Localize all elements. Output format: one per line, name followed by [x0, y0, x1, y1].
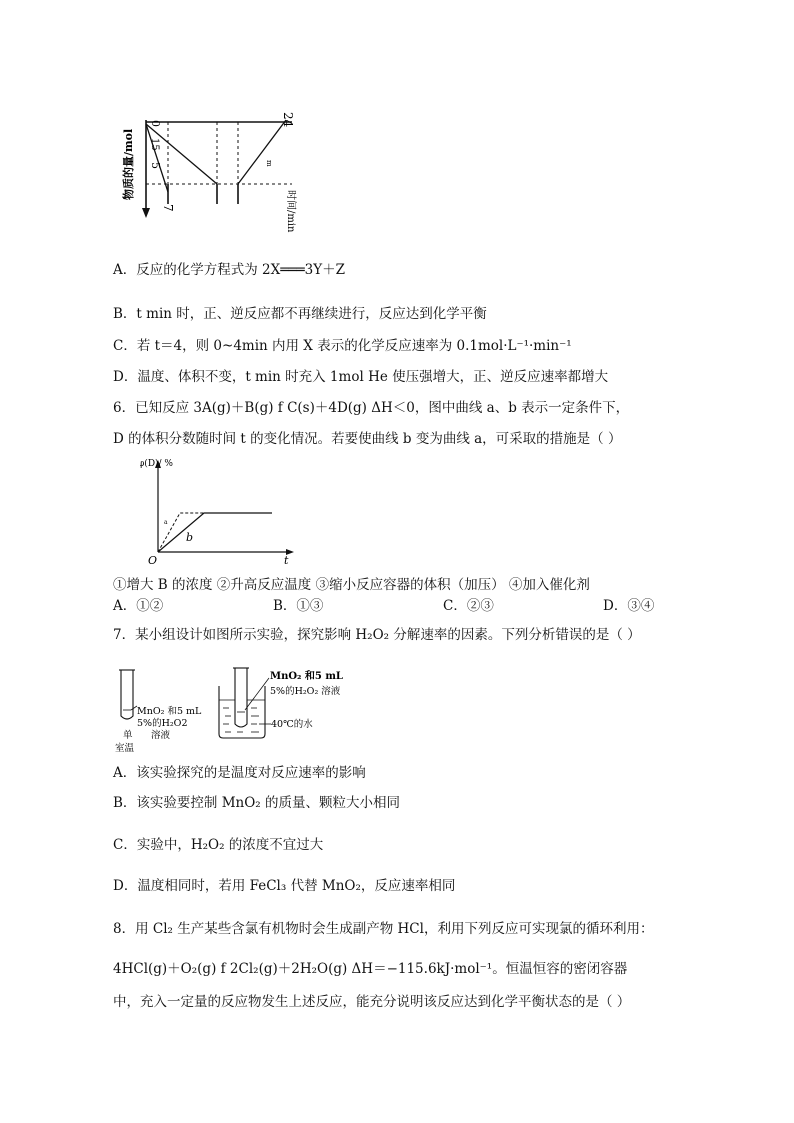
fig1-tick-0: 0 — [149, 120, 162, 127]
q7-water-label: 40℃的水 — [271, 719, 313, 730]
q6-option-b: B．①③ — [273, 598, 324, 614]
q6-graph — [140, 458, 300, 570]
q5-option-b: B．t min 时，正、逆反应都不再继续进行，反应达到化学平衡 — [113, 306, 487, 322]
fig1-tick-24: 24 — [281, 112, 295, 128]
q7-left-single: 单 — [123, 730, 133, 741]
fig1-x-axis-label: 时间/min — [285, 190, 296, 233]
q6-stem-line1: 6．已知反应 3A(g)＋B(g) f C(s)＋4D(g) ΔH＜0，图中曲线 a、b 表示一定条件下， — [113, 400, 630, 416]
q8-stem-line1: 8．用 Cl₂ 生产某些含氯有机物时会生成副产物 HCl，利用下列反应可实现氯的循环利用： — [113, 921, 654, 937]
q6-stem-line2: D 的体积分数随时间 t 的变化情况。若要使曲线 b 变为曲线 a，可采取的措施是（ ） — [113, 431, 622, 447]
q6-conditions: ①增大 B 的浓度 ②升高反应温度 ③缩小反应容器的体积（加压） ④加入催化剂 — [113, 577, 590, 593]
q6-graph-x-label: t — [284, 554, 289, 567]
mol-time-graph — [110, 100, 310, 240]
mol-time-figure — [110, 100, 310, 240]
q8-stem-line2: 4HCl(g)＋O₂(g) f 2Cl₂(g)＋2H₂O(g) ΔH＝−115.6kJ·mol⁻¹。恒温恒容的密闭容器 — [113, 961, 628, 977]
q6-option-c: C．②③ — [443, 598, 494, 614]
q5-option-d: D．温度、体积不变，t min 时充入 1mol He 使压强增大，正、逆反应速率都增大 — [113, 369, 609, 385]
q6-graph-origin: O — [148, 554, 158, 567]
q7-left-label-1: MnO₂ 和5 mL — [137, 706, 202, 717]
q7-option-c: C．实验中，H₂O₂ 的浓度不宜过大 — [113, 837, 324, 853]
q7-option-a: A．该实验探究的是温度对反应速率的影响 — [113, 765, 366, 781]
q7-option-b: B．该实验要控制 MnO₂ 的质量、颗粒大小相同 — [113, 795, 400, 811]
q7-left-label-3: 溶液 — [151, 730, 171, 741]
q6-option-d: D．③④ — [603, 598, 655, 614]
q7-left-label-2: 5%的H₂O2 — [137, 718, 188, 729]
q7-right-label-2: 5%的H₂O₂ 溶液 — [270, 686, 341, 697]
q7-right-label-1: MnO₂ 和5 mL — [270, 671, 343, 682]
q7-option-d: D．温度相同时，若用 FeCl₃ 代替 MnO₂，反应速率相同 — [113, 878, 456, 894]
q6-option-a: A．①② — [113, 598, 164, 614]
q7-room-temp: 室温 — [115, 743, 135, 754]
fig1-y-axis-label: 物质的量/mol — [122, 128, 135, 200]
q6-graph-y-label: φ(D)/ % — [140, 459, 173, 469]
q7-stem: 7．某小组设计如图所示实验，探究影响 H₂O₂ 分解速率的因素。下列分析错误的是（ ） — [113, 627, 641, 643]
q5-option-a: A．反应的化学方程式为 2X═══3Y＋Z — [113, 262, 346, 278]
q5-option-c: C．若 t＝4，则 0~4min 内用 X 表示的化学反应速率为 0.1mol·L⁻¹·min⁻¹ — [113, 338, 572, 354]
q6-graph-curve-b: b — [186, 531, 194, 544]
fig1-small-mark: m — [265, 160, 273, 167]
fig1-tick-fragment: 15 — [149, 138, 160, 151]
fig1-tick-7: 7 — [161, 204, 175, 212]
fig1-tick-5: 5 — [149, 162, 162, 169]
q6-graph-curve-a: a — [164, 519, 168, 526]
q7-apparatus-figure — [113, 664, 413, 754]
q8-stem-line3: 中，充入一定量的反应物发生上述反应，能充分说明该反应达到化学平衡状态的是（ ） — [113, 994, 631, 1010]
